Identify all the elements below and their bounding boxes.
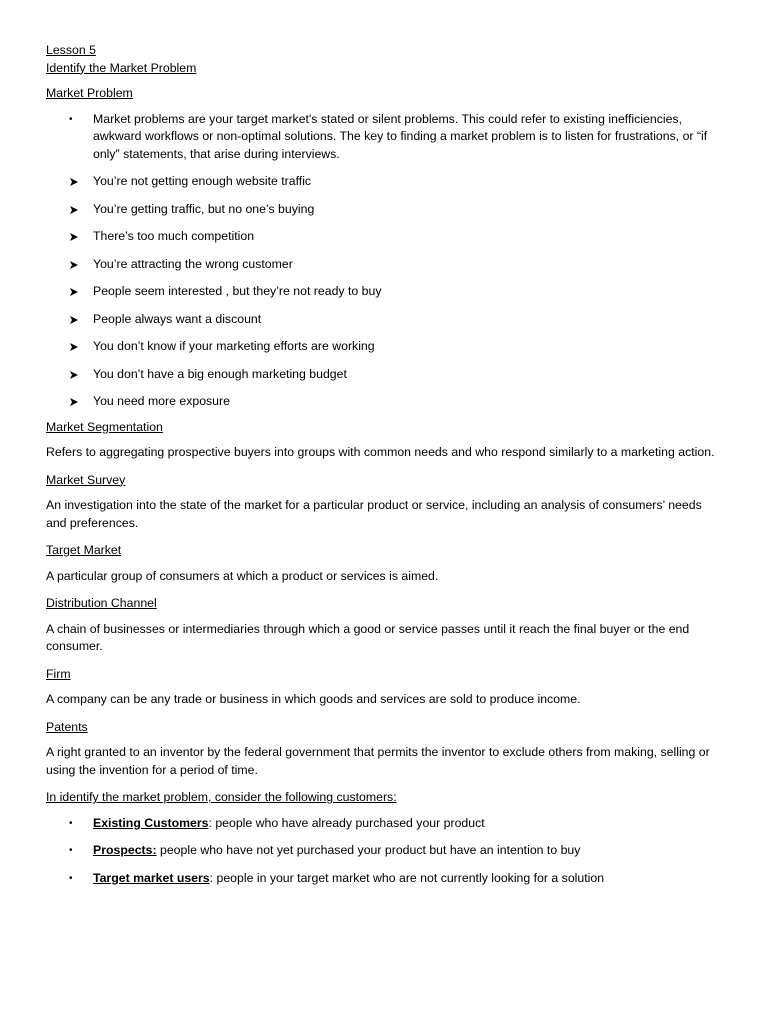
example-problem: People always want a discount xyxy=(93,311,262,326)
list-item xyxy=(46,201,722,219)
section-heading-patents: Patents xyxy=(46,719,88,734)
customer-description: people who have not yet purchased your product but have an intention to buy xyxy=(156,843,581,857)
section-heading-firm: Firm xyxy=(46,666,71,681)
customer-description: : people who have already purchased your product xyxy=(208,815,485,830)
lesson-number: Lesson 5 xyxy=(46,43,96,57)
list-item xyxy=(46,228,722,246)
section-text-market-survey: An investigation into the state of the market for a particular product or service, including an analysis of consumers’ needs and preferences. xyxy=(46,498,702,530)
document-page xyxy=(46,42,722,897)
market-problem-definition-item xyxy=(46,111,722,164)
list-item xyxy=(46,283,722,301)
list-item xyxy=(46,256,722,274)
section-heading-market-segmentation: Market Segmentation xyxy=(46,419,163,434)
customers-list xyxy=(46,815,722,888)
list-item xyxy=(46,870,722,888)
list-item xyxy=(46,311,722,329)
example-problem: You don’t know if your marketing efforts are working xyxy=(93,339,375,353)
example-problem: You don’t have a big enough marketing budget xyxy=(93,366,347,381)
list-item xyxy=(46,815,722,833)
customer-description: : people in your target market who are not currently looking for a solution xyxy=(209,870,605,885)
section-text-patents: A right granted to an inventor by the federal government that permits the inventor to exclude others from making, selling or using the invention for a period of time. xyxy=(46,745,710,777)
customer-term: Target market users xyxy=(93,870,210,885)
customer-term: Prospects: xyxy=(93,843,157,857)
example-problem: You’re not getting enough website traffic xyxy=(93,174,312,188)
example-problem: You’re attracting the wrong customer xyxy=(93,256,293,271)
list-item xyxy=(46,338,722,356)
list-item xyxy=(46,393,722,411)
list-item xyxy=(46,366,722,384)
example-problem: You need more exposure xyxy=(93,394,230,408)
lesson-title: Identify the Market Problem xyxy=(46,60,197,75)
section-heading-distribution-channel: Distribution Channel xyxy=(46,596,157,610)
market-problem-heading: Market Problem xyxy=(46,86,133,100)
section-heading-market-survey: Market Survey xyxy=(46,472,126,487)
list-item xyxy=(46,173,722,191)
market-problem-list xyxy=(46,111,722,411)
example-problem: People seem interested , but they’re not ready to buy xyxy=(93,284,382,298)
example-problem: There’s too much competition xyxy=(93,229,255,243)
market-problem-definition: Market problems are your target market's stated or silent problems. This could refer to existing inefficiencies, awkward workflows or non-optimal solutions. The key to finding a market problem is to listen for frustrations, or “if only” statements, that arise during interviews. xyxy=(93,111,708,161)
section-text-firm: A company can be any trade or business in which goods and services are sold to produce income. xyxy=(46,692,581,706)
section-text-market-segmentation: Refers to aggregating prospective buyers into groups with common needs and who respond similarly to a marketing action. xyxy=(46,445,715,459)
example-problem: You’re getting traffic, but no one’s buying xyxy=(93,201,315,216)
customer-term: Existing Customers xyxy=(93,815,209,830)
section-heading-target-market: Target Market xyxy=(46,543,122,557)
list-item xyxy=(46,842,722,860)
customers-heading: In identify the market problem, consider the following customers: xyxy=(46,790,397,804)
section-text-target-market: A particular group of consumers at which a product or services is aimed. xyxy=(46,568,439,583)
section-text-distribution-channel: A chain of businesses or intermediaries through which a good or service passes until it reach the final buyer or the end consumer. xyxy=(46,621,690,653)
